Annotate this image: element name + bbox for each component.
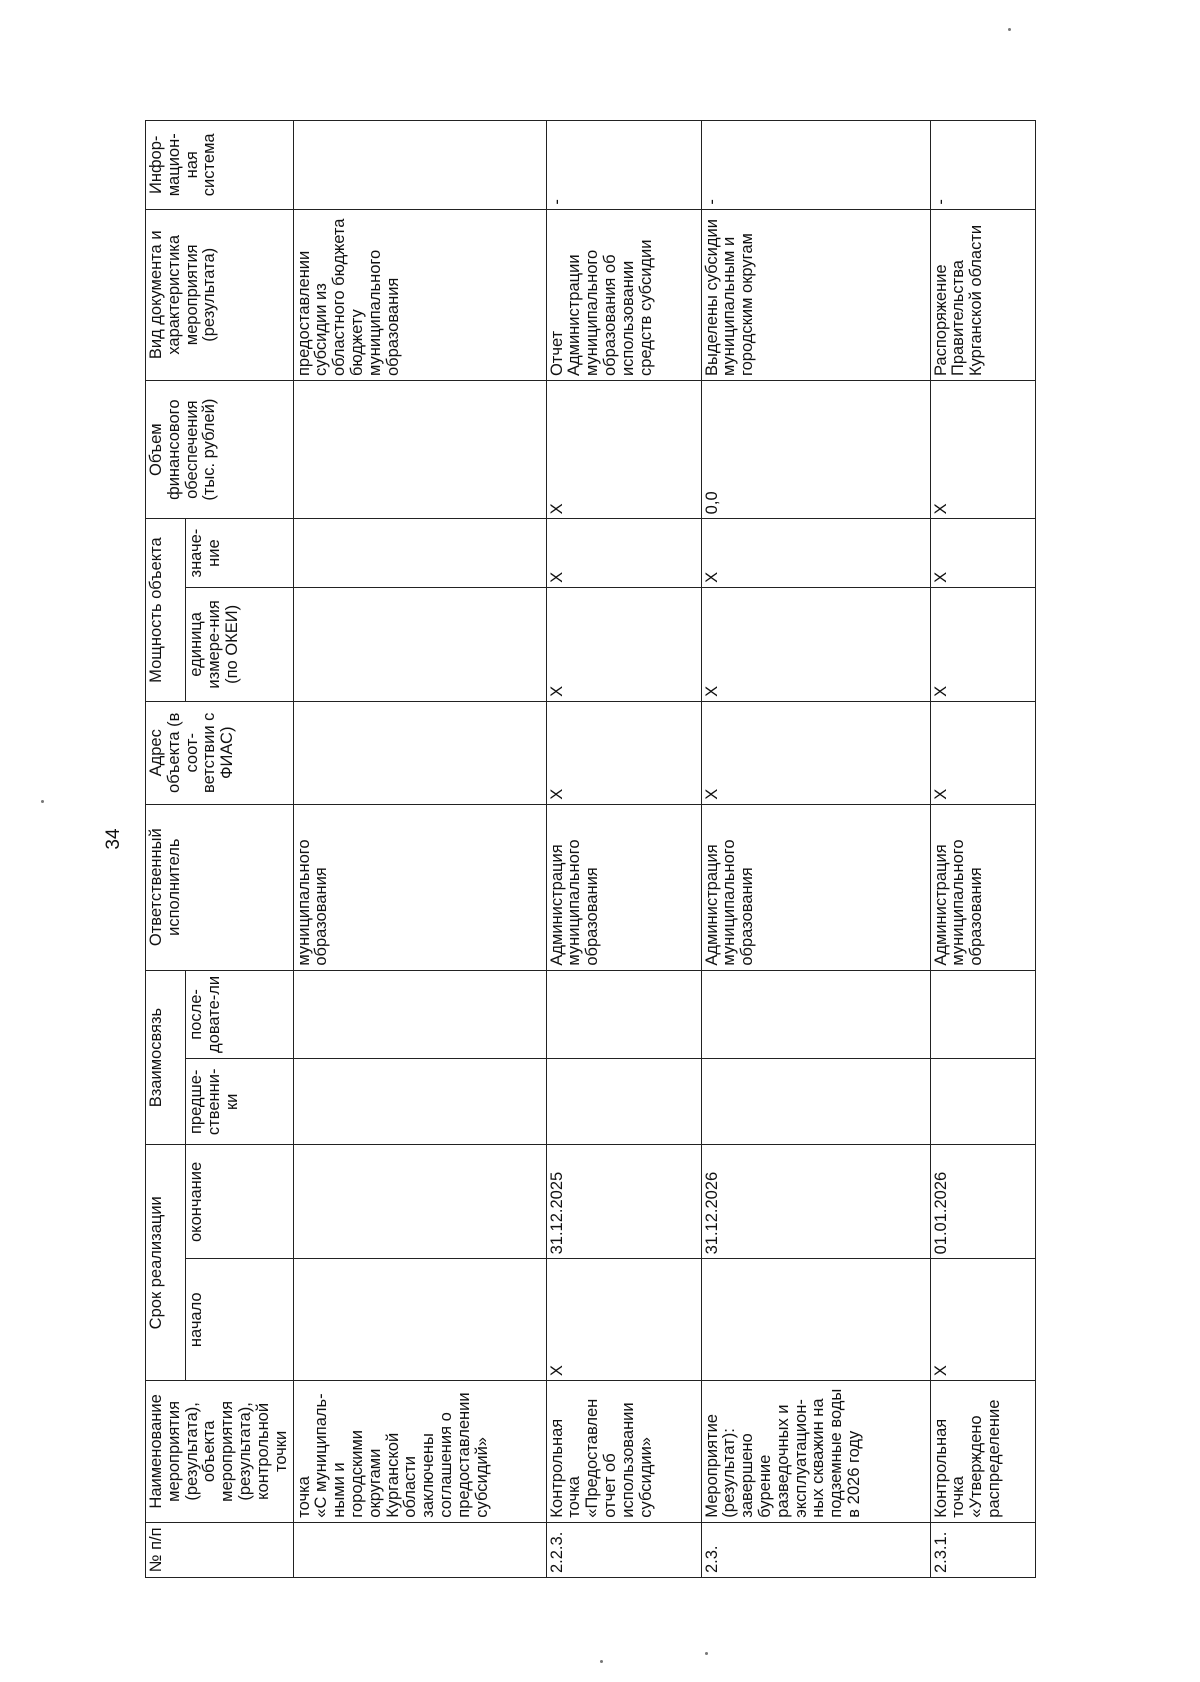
header-executor: Ответственный исполнитель [146, 804, 294, 970]
cell-prev [701, 1059, 930, 1145]
cell-address: X [930, 701, 1035, 804]
cell-num [293, 1522, 546, 1577]
scan-speck [41, 800, 44, 803]
header-capacity: Мощность объекта [146, 519, 186, 702]
header-doc: Вид документа и характеристика мероприятия (результата) [146, 209, 294, 380]
header-capacity-value: значе-ние [185, 519, 293, 588]
header-link-prev: предше-ственни-ки [185, 1059, 293, 1145]
cell-executor: Администрация муниципального образования [546, 804, 701, 970]
table-row [293, 121, 546, 1578]
cell-doc: Отчет Администрации муниципального образования об использовании средств субсидии [546, 209, 701, 380]
cell-name: Мероприятие (результат): завершено бурение разведочных и эксплуатацион-ных скважин на подземные воды в 2026 году [701, 1381, 930, 1523]
cell-unit [293, 587, 546, 701]
cell-unit: X [701, 587, 930, 701]
header-num: № п/п [146, 1522, 294, 1577]
header-period-start: начало [185, 1259, 293, 1381]
cell-address [293, 701, 546, 804]
cell-finance: X [546, 381, 701, 519]
table-row [546, 121, 701, 1578]
header-capacity-unit: единица измере-ния (по ОКЕИ) [185, 587, 293, 701]
cell-next [701, 970, 930, 1059]
cell-finance: X [930, 381, 1035, 519]
cell-next [930, 970, 1035, 1059]
cell-executor: Администрация муниципального образования [930, 804, 1035, 970]
cell-prev [930, 1059, 1035, 1145]
cell-unit: X [930, 587, 1035, 701]
cell-system: - [930, 121, 1035, 210]
cell-finance: 0,0 [701, 381, 930, 519]
cell-value [293, 519, 546, 588]
cell-num: 2.3.1. [930, 1522, 1035, 1577]
cell-prev [293, 1059, 546, 1145]
cell-unit: X [546, 587, 701, 701]
cell-value: X [546, 519, 701, 588]
header-system: Инфор-мацион-ная система [146, 121, 294, 210]
cell-finance [293, 381, 546, 519]
header-address: Адрес объекта (в соот-ветствии с ФИАС) [146, 701, 294, 804]
cell-name: Контрольная точка «Предоставлен отчет об использовании субсидии» [546, 1381, 701, 1523]
cell-start [701, 1259, 930, 1381]
cell-start [293, 1259, 546, 1381]
header-finance: Объем финансового обеспечения (тыс. рублей) [146, 381, 294, 519]
cell-end: 01.01.2026 [930, 1145, 1035, 1259]
cell-doc: Распоряжение Правительства Курганской области [930, 209, 1035, 380]
cell-address: X [546, 701, 701, 804]
cell-system [293, 121, 546, 210]
scan-speck [705, 1652, 708, 1655]
cell-executor: муниципального образования [293, 804, 546, 970]
cell-end: 31.12.2025 [546, 1145, 701, 1259]
cell-num: 2.2.3. [546, 1522, 701, 1577]
cell-next [293, 970, 546, 1059]
cell-system: - [701, 121, 930, 210]
rotated-table-wrapper [145, 120, 1145, 1578]
header-link: Взаимосвязь [146, 970, 186, 1145]
cell-start: X [546, 1259, 701, 1381]
cell-end [293, 1145, 546, 1259]
cell-next [546, 970, 701, 1059]
table-row [701, 121, 930, 1578]
cell-system: - [546, 121, 701, 210]
cell-executor: Администрация муниципального образования [701, 804, 930, 970]
header-period: Срок реализации [146, 1145, 186, 1381]
cell-address: X [701, 701, 930, 804]
cell-name: Контрольная точка «Утверждено распределение [930, 1381, 1035, 1523]
header-link-next: после-довате-ли [185, 970, 293, 1059]
cell-start: X [930, 1259, 1035, 1381]
cell-value: X [701, 519, 930, 588]
header-period-end: окончание [185, 1145, 293, 1259]
cell-doc: Выделены субсидии муниципальным и городским округам [701, 209, 930, 380]
cell-num: 2.3. [701, 1522, 930, 1577]
cell-prev [546, 1059, 701, 1145]
schedule-table [145, 120, 1036, 1578]
cell-doc: предоставлении субсидии из областного бюджета бюджету муниципального образования [293, 209, 546, 380]
page-number: 34 [103, 828, 124, 850]
scan-speck [1008, 28, 1011, 31]
cell-end: 31.12.2026 [701, 1145, 930, 1259]
scan-speck [600, 1660, 603, 1663]
header-name: Наименование мероприятия (результата), объекта мероприятия (результата), контрольной точки [146, 1381, 294, 1523]
cell-value: X [930, 519, 1035, 588]
table-row [930, 121, 1035, 1578]
cell-name: точка «С муниципаль-ными и городскими округами Курганской области заключены соглашения о предоставлении субсидий» [293, 1381, 546, 1523]
